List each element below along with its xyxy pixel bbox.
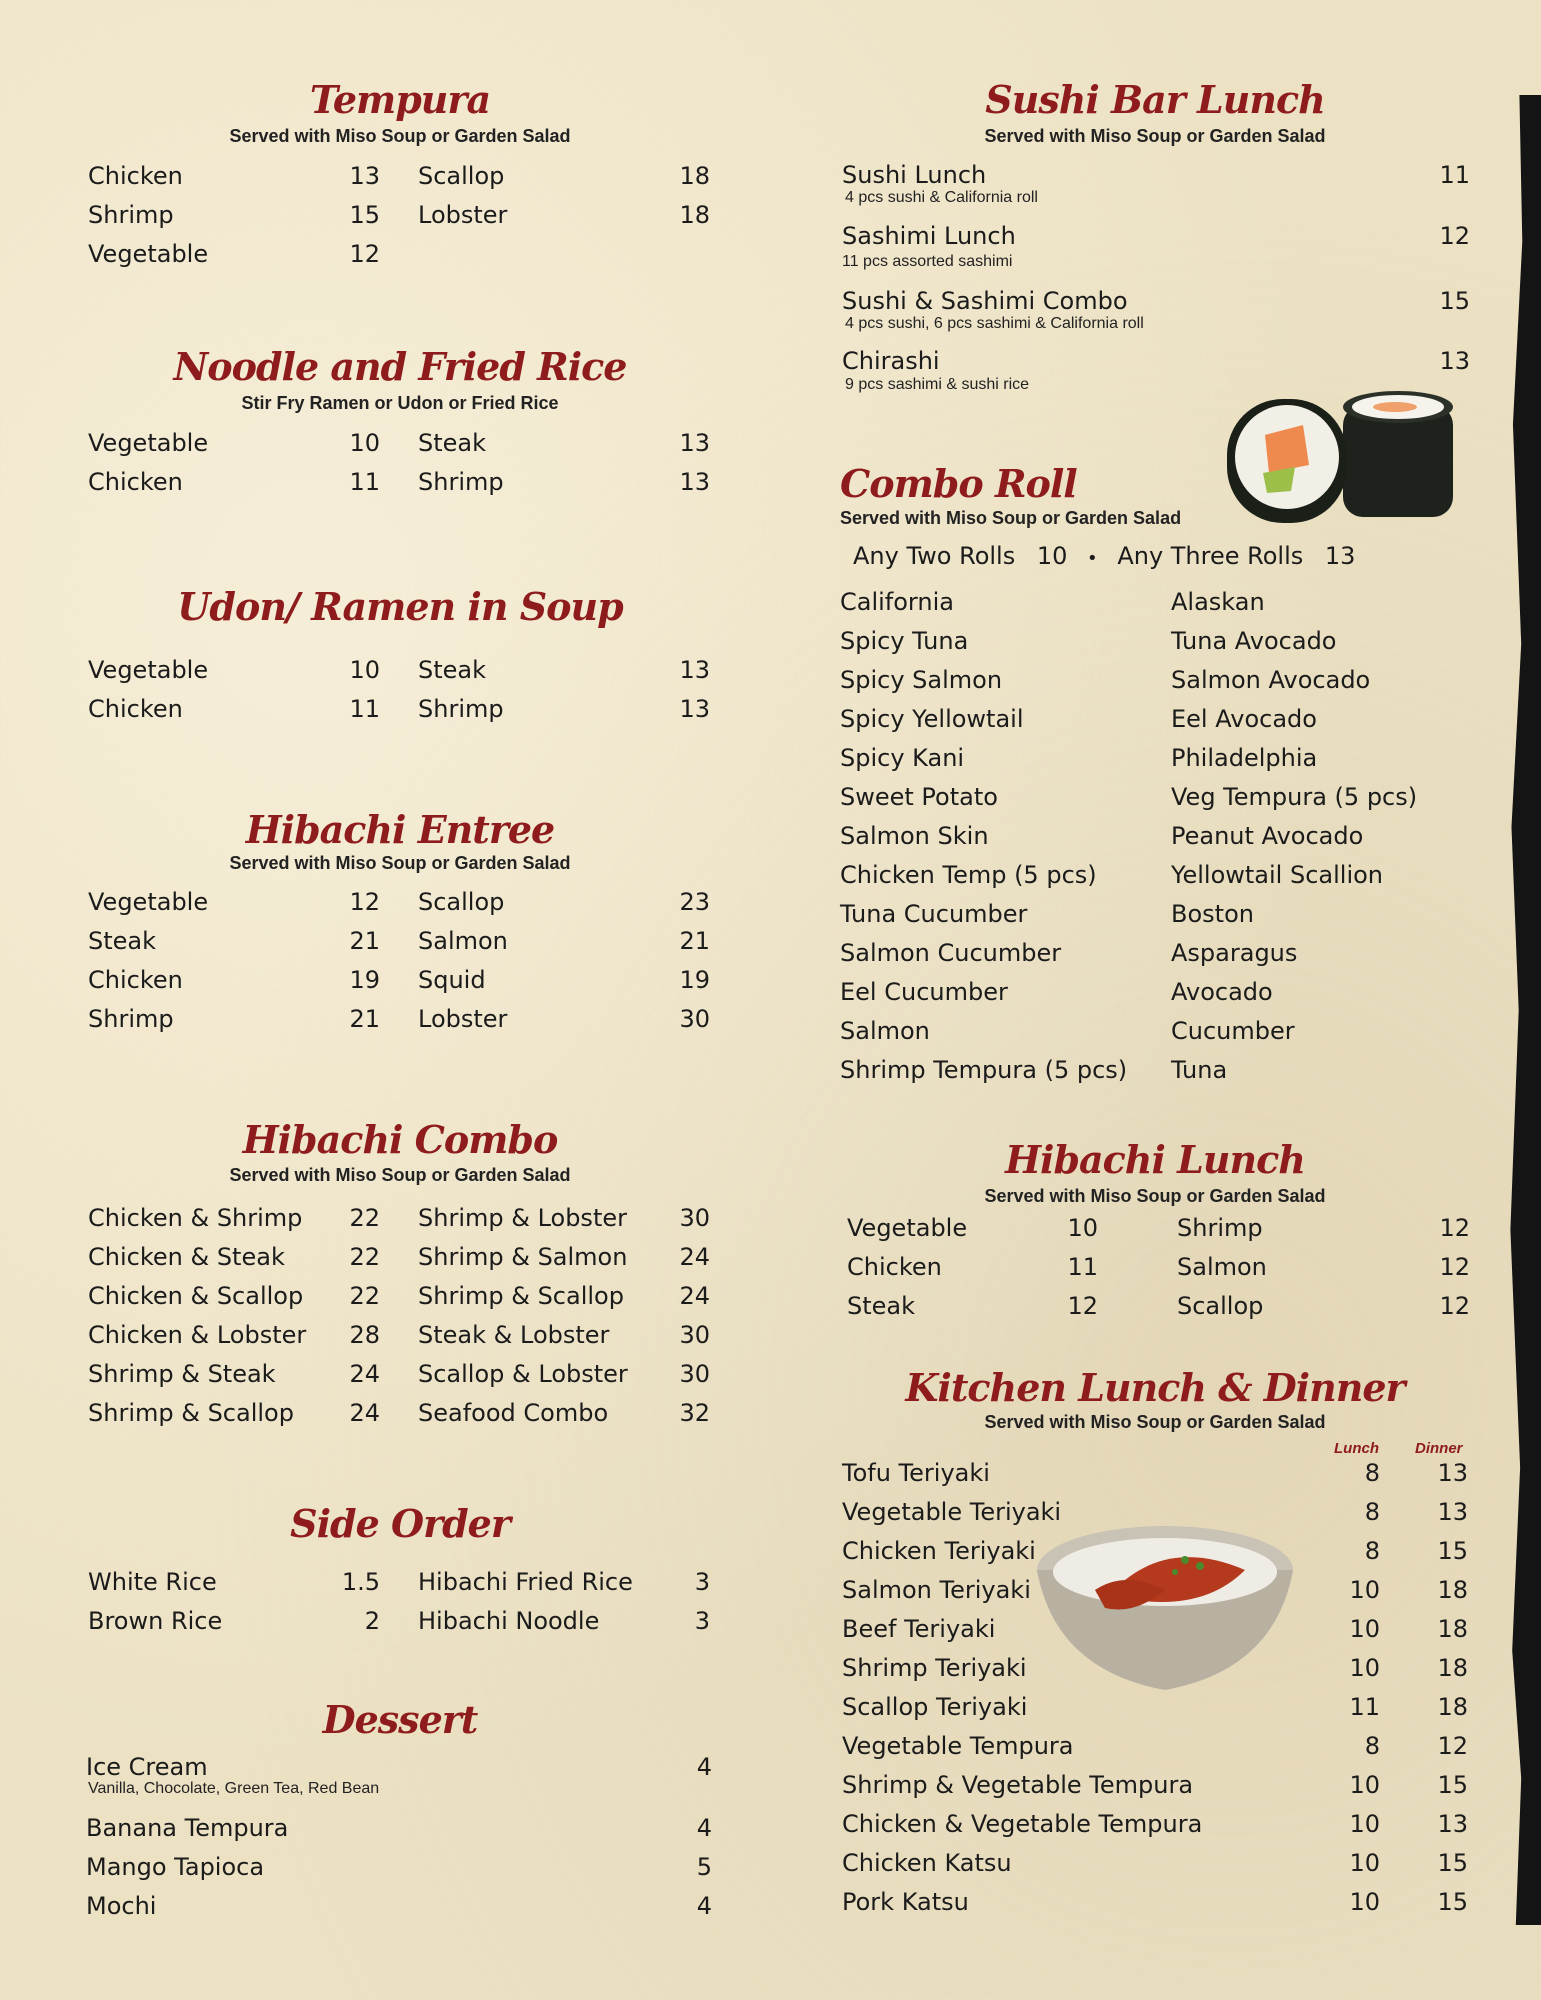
item-name: Pork Katsu [842,1888,969,1916]
menu-item [0,467,800,497]
item-description: 11 pcs assorted sashimi [842,253,1013,270]
menu-item [760,221,1541,251]
item-name: Scallop [418,162,505,190]
menu-item [0,1398,800,1428]
item-price: 13 [679,695,710,723]
item-name: Seafood Combo [418,1399,609,1427]
item-name: Lobster [418,201,508,229]
roll-name: Eel Cucumber [840,978,1008,1006]
item-name: Tofu Teriyaki [842,1459,990,1487]
item-name: Sushi & Sashimi Combo [842,287,1128,315]
section-subtitle: Served with Miso Soup or Garden Salad [229,853,571,873]
item-name: Shrimp & Steak [88,1360,276,1388]
item-name: Salmon [1177,1253,1267,1281]
menu-item [760,160,1541,190]
item-name: Chicken Teriyaki [842,1537,1036,1565]
item-name: Steak [418,656,487,684]
item-name: Scallop & Lobster [418,1360,628,1388]
item-price: 28 [349,1321,380,1349]
menu-item [760,346,1541,376]
item-price: 30 [679,1360,710,1388]
section-title: Tempura [309,77,491,122]
item-price: 13 [679,656,710,684]
item-price: 12 [1067,1292,1098,1320]
roll-row [760,782,1541,812]
roll-name: Asparagus [1171,939,1298,967]
roll-row [760,899,1541,929]
item-price: 24 [349,1360,380,1388]
roll-name: Tuna [1171,1056,1228,1084]
item-price: 15 [1439,287,1470,315]
item-name: Shrimp [88,1005,174,1033]
item-name: Chicken Katsu [842,1849,1012,1877]
section-title: Combo Roll [840,461,1077,506]
item-name: Hibachi Noodle [418,1607,600,1635]
item-name: Banana Tempura [86,1814,289,1842]
menu-item [760,1809,1541,1839]
item-name: Vegetable [88,429,209,457]
menu-item [0,926,800,956]
menu-item [0,694,800,724]
item-name: Scallop [1177,1292,1264,1320]
menu-item [0,1359,800,1389]
item-price: 3 [694,1568,710,1596]
item-price: 24 [679,1282,710,1310]
roll-name: Cucumber [1171,1017,1295,1045]
item-price: 11 [349,468,380,496]
item-price: 21 [349,927,380,955]
roll-name: Salmon [840,1017,930,1045]
item-price: 12 [349,888,380,916]
roll-name: Alaskan [1171,588,1265,616]
roll-name: California [840,588,954,616]
item-price: 11 [1439,161,1470,189]
dinner-price: 15 [1437,1849,1468,1877]
item-price: 22 [349,1204,380,1232]
roll-name: Spicy Tuna [840,627,969,655]
item-price: 12 [1439,1292,1470,1320]
item-price: 22 [349,1243,380,1271]
item-name: Chicken & Shrimp [88,1204,303,1232]
menu-item [760,1213,1541,1243]
item-price: 22 [349,1282,380,1310]
lunch-price: 10 [1349,1615,1380,1643]
menu-item [760,1887,1541,1917]
item-name: Chicken [88,966,183,994]
item-name: Steak [847,1292,916,1320]
roll-row [760,821,1541,851]
item-name: Steak [418,429,487,457]
item-name: Chicken & Scallop [88,1282,304,1310]
item-price: 13 [679,468,710,496]
menu-item [760,1291,1541,1321]
item-description: 9 pcs sashimi & sushi rice [845,376,1030,393]
item-price: 12 [1439,1253,1470,1281]
menu-item [0,161,800,191]
dinner-price: 15 [1437,1771,1468,1799]
roll-row [760,860,1541,890]
menu-item [0,1242,800,1272]
roll-name: Spicy Kani [840,744,965,772]
item-name: Vegetable [88,656,209,684]
item-price: 11 [349,695,380,723]
dinner-price: 13 [1437,1459,1468,1487]
roll-row [760,1016,1541,1046]
section-subtitle: Stir Fry Ramen or Udon or Fried Rice [241,393,559,413]
menu-item [0,965,800,995]
roll-name: Yellowtail Scallion [1171,861,1384,889]
item-name: Sashimi Lunch [842,222,1016,250]
item-price: 12 [1439,222,1470,250]
item-name: Shrimp & Vegetable Tempura [842,1771,1194,1799]
item-name: Vegetable [847,1214,968,1242]
item-name: Hibachi Fried Rice [418,1568,633,1596]
item-price: 3 [694,1607,710,1635]
section-subtitle: Served with Miso Soup or Garden Salad [984,1186,1326,1206]
roll-name: Shrimp Tempura (5 pcs) [840,1056,1128,1084]
item-name: Shrimp & Scallop [88,1399,294,1427]
item-name: Shrimp [418,468,504,496]
lunch-price: 10 [1349,1771,1380,1799]
section-hibachi-entree [0,808,800,1048]
item-name: White Rice [88,1568,217,1596]
bullet-separator: • [1087,548,1098,569]
any-two-label: Any Two Rolls [853,542,1016,570]
section-subtitle: Served with Miso Soup or Garden Salad [840,508,1182,528]
item-name: Scallop [418,888,505,916]
roll-row [760,587,1541,617]
section-subtitle: Served with Miso Soup or Garden Salad [229,1165,571,1185]
item-name: Chicken & Vegetable Tempura [842,1810,1203,1838]
menu-item [760,1848,1541,1878]
menu-item [0,200,800,230]
lunch-price: 10 [1349,1654,1380,1682]
section-title: Hibachi Combo [242,1117,558,1162]
section-combo-roll [760,462,1541,1102]
item-name: Shrimp & Scallop [418,1282,624,1310]
dinner-price: 15 [1437,1888,1468,1916]
item-description: 4 pcs sushi & California roll [845,189,1038,206]
item-name: Mochi [86,1892,157,1920]
roll-name: Eel Avocado [1171,705,1317,733]
roll-name: Salmon Skin [840,822,989,850]
roll-row [760,938,1541,968]
menu-item [0,1203,800,1233]
lunch-price: 8 [1364,1498,1380,1526]
menu-item [0,1891,800,1921]
section-subtitle: Served with Miso Soup or Garden Salad [984,126,1326,146]
lunch-price: 10 [1349,1849,1380,1877]
section-hibachi-lunch [760,1138,1541,1328]
menu-item [0,1813,800,1843]
item-name: Beef Teriyaki [842,1615,996,1643]
item-price: 21 [349,1005,380,1033]
lunch-price: 8 [1364,1537,1380,1565]
section-title: Kitchen Lunch & Dinner [905,1365,1405,1410]
lunch-price: 8 [1364,1732,1380,1760]
roll-name: Veg Tempura (5 pcs) [1171,783,1418,811]
menu-item [760,1731,1541,1761]
roll-name: Salmon Avocado [1171,666,1371,694]
roll-row [760,704,1541,734]
lunch-price: 8 [1364,1459,1380,1487]
item-price: 30 [679,1321,710,1349]
roll-name: Peanut Avocado [1171,822,1364,850]
item-name: Mango Tapioca [86,1853,265,1881]
item-price: 30 [679,1204,710,1232]
menu-item [0,239,800,269]
dinner-column-header: Dinner [1415,1440,1463,1457]
item-price: 10 [1067,1214,1098,1242]
menu-item [0,1281,800,1311]
item-price: 2 [364,1607,380,1635]
any-three-price: 13 [1324,542,1356,570]
item-name: Chicken & Steak [88,1243,285,1271]
item-price: 24 [679,1243,710,1271]
item-price: 4 [696,1753,712,1781]
menu-item [0,655,800,685]
dinner-price: 13 [1437,1498,1468,1526]
menu-item [0,1852,800,1882]
item-name: Chicken [88,468,183,496]
item-name: Squid [418,966,486,994]
menu-item [0,1567,800,1597]
item-price: 15 [349,201,380,229]
section-title: Hibachi Entree [245,807,555,852]
item-price: 13 [679,429,710,457]
section-hibachi-combo [0,1118,800,1448]
item-name: Chicken [88,162,183,190]
item-price: 21 [679,927,710,955]
item-name: Vegetable Tempura [842,1732,1074,1760]
menu-item [0,1004,800,1034]
item-name: Ice Cream [86,1753,208,1781]
section-sushi-bar-lunch [760,78,1541,408]
item-price: 1.5 [341,1568,380,1596]
lunch-price: 11 [1349,1693,1380,1721]
item-name: Steak & Lobster [418,1321,610,1349]
item-price: 32 [679,1399,710,1427]
item-price: 12 [349,240,380,268]
item-name: Sushi Lunch [842,161,987,189]
item-name: Vegetable [88,888,209,916]
item-name: Chicken [88,695,183,723]
roll-row [760,665,1541,695]
dinner-price: 12 [1437,1732,1468,1760]
section-title: Udon/ Ramen in Soup [177,584,623,629]
item-name: Salmon [418,927,508,955]
section-noodle-fried-rice [0,345,800,505]
lunch-column-header: Lunch [1334,1440,1379,1457]
item-price: 19 [679,966,710,994]
lunch-price: 10 [1349,1576,1380,1604]
roll-name: Spicy Yellowtail [840,705,1024,733]
item-name: Salmon Teriyaki [842,1576,1031,1604]
section-udon-ramen [0,585,800,735]
menu-item [0,1606,800,1636]
item-price: 12 [1439,1214,1470,1242]
item-price: 4 [696,1892,712,1920]
dinner-price: 15 [1437,1537,1468,1565]
item-name: Chirashi [842,347,940,375]
item-description: 4 pcs sushi, 6 pcs sashimi & California roll [845,315,1144,332]
section-title: Hibachi Lunch [1005,1137,1305,1182]
roll-row [760,1055,1541,1085]
roll-name: Tuna Cucumber [840,900,1028,928]
roll-row [760,743,1541,773]
dinner-price: 18 [1437,1693,1468,1721]
roll-row [760,977,1541,1007]
item-description: Vanilla, Chocolate, Green Tea, Red Bean [88,1780,380,1797]
menu-item [0,1752,800,1782]
roll-name: Chicken Temp (5 pcs) [840,861,1097,889]
item-price: 5 [696,1853,712,1881]
roll-name: Spicy Salmon [840,666,1003,694]
roll-row [760,626,1541,656]
roll-name: Avocado [1171,978,1273,1006]
dinner-price: 18 [1437,1654,1468,1682]
item-name: Vegetable Teriyaki [842,1498,1062,1526]
item-price: 24 [349,1399,380,1427]
dinner-price: 13 [1437,1810,1468,1838]
item-price: 11 [1067,1253,1098,1281]
any-three-label: Any Three Rolls [1117,542,1304,570]
menu-item [0,887,800,917]
dinner-price: 18 [1437,1576,1468,1604]
item-price: 19 [349,966,380,994]
combo-pricing [853,541,1355,574]
section-title: Sushi Bar Lunch [985,77,1325,122]
item-name: Chicken [847,1253,942,1281]
item-price: 23 [679,888,710,916]
lunch-price: 10 [1349,1888,1380,1916]
menu-item [0,1320,800,1350]
section-subtitle: Served with Miso Soup or Garden Salad [984,1412,1326,1432]
dinner-price: 18 [1437,1615,1468,1643]
item-name: Shrimp [88,201,174,229]
item-name: Shrimp & Lobster [418,1204,627,1232]
item-name: Chicken & Lobster [88,1321,307,1349]
item-price: 18 [679,162,710,190]
item-name: Steak [88,927,157,955]
section-side-order [0,1502,800,1642]
item-name: Scallop Teriyaki [842,1693,1028,1721]
item-name: Shrimp [418,695,504,723]
item-name: Lobster [418,1005,508,1033]
item-name: Shrimp Teriyaki [842,1654,1027,1682]
menu-item [760,1252,1541,1282]
item-price: 10 [349,429,380,457]
item-price: 13 [349,162,380,190]
section-tempura [0,78,800,278]
item-price: 30 [679,1005,710,1033]
any-two-price: 10 [1036,542,1068,570]
item-name: Shrimp [1177,1214,1263,1242]
section-dessert [0,1698,800,1928]
roll-name: Tuna Avocado [1171,627,1337,655]
roll-name: Salmon Cucumber [840,939,1062,967]
item-price: 4 [696,1814,712,1842]
item-price: 13 [1439,347,1470,375]
menu-item [0,428,800,458]
item-name: Shrimp & Salmon [418,1243,628,1271]
roll-name: Sweet Potato [840,783,998,811]
teriyaki-bowl-image [1035,1520,1295,1700]
section-subtitle: Served with Miso Soup or Garden Salad [229,126,571,146]
roll-name: Philadelphia [1171,744,1318,772]
section-title: Side Order [290,1501,510,1546]
section-title: Noodle and Fried Rice [173,344,627,389]
item-price: 10 [349,656,380,684]
item-name: Brown Rice [88,1607,223,1635]
menu-item [760,286,1541,316]
lunch-price: 10 [1349,1810,1380,1838]
item-name: Vegetable [88,240,209,268]
roll-name: Boston [1171,900,1254,928]
menu-item [760,1458,1541,1488]
item-price: 18 [679,201,710,229]
section-title: Dessert [322,1697,478,1742]
menu-item [760,1770,1541,1800]
